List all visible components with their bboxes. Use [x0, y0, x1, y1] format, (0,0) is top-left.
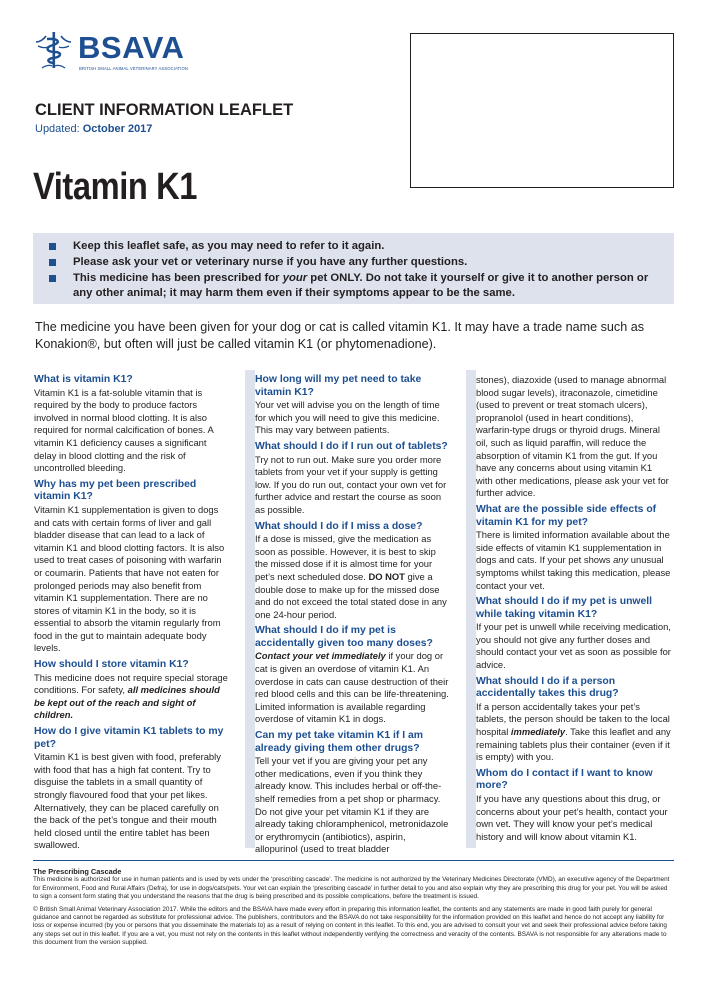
section-body: Vitamin K1 is a fat-soluble vitamin that is required by the body to produce factors involved in normal blood clotting. It is also required for normal calcification of bones. A vitamin K1 deficiency causes a significant delay in blood clotting and the risk of uncontrolled bleeding.: [34, 386, 214, 474]
updated-line: [35, 123, 152, 135]
notice-item: [49, 271, 666, 301]
section-heading: What should I do if my pet is accidentally given too many doses?: [255, 625, 433, 649]
rod-of-asclepius-icon: [34, 30, 74, 70]
section-heading: What should I do if I run out of tablets?: [255, 440, 448, 452]
section-body: Try not to run out. Make sure you order more tablets from your vet if your supply is getting low. If you do run out, contact your own vet for further advice and restart the course as soon as possible.: [255, 453, 447, 515]
safety-notice-box: [33, 233, 674, 304]
column-1: [34, 374, 229, 856]
section-body: [255, 650, 450, 726]
section-body: Vitamin K1 supplementation is given to dogs and cats with certain forms of liver and gall bladder disease that can lead to a lack of vitamin K1 and blood clotting factors. It is also used to treat cases of poisoning with warfarin or coumarin. Patients that have not eaten for prolonged periods may also benefit from vitamin K1 supplementation. There are no stores of vitamin K1 in the body, so it is essential to absorb the vitamin regularly from food in the gut to maintain adequate body levels.: [34, 503, 225, 654]
section-heading: How should I store vitamin K1?: [34, 659, 189, 671]
footer-divider: [33, 860, 674, 861]
cascade-text: This medicine is authorized for use in human patients and is used by vets under the ‘prescribing cascade’. The medicine is not authorized by the Veterinary Medicines Directorate (VMD), an executive agency of the Department for Environment, Food and Rural Affairs (Defra), for use in dogs/cats/pets. Your vet can explain the ‘prescribing cascade’ in further detail to you and also explain why they are prescribing this drug for your pet. You will be asked to sign a consent form stating that you understand the reasons that the drug is being prescribed and its possible complications, before the treatment is issued.: [33, 876, 670, 901]
square-bullet-icon: [49, 259, 56, 266]
section-heading: What is vitamin K1?: [34, 374, 133, 385]
footer: [33, 868, 674, 952]
section-body-continued: stones), diazoxide (used to manage abnormal blood sugar levels), itraconazole, cimetidine (used to prevent or treat stomach ulcers), propranolol (used in heart conditions), warfarin-type drugs or thyroid drugs. Mineral oil, such as liquid paraffin, will reduce the absorption of vitamin K1 from the gut. If you have any concerns about using vitamin K1 with other medications, please ask your vet for further advice.: [476, 374, 669, 499]
column-2: [255, 374, 450, 860]
body-emphasis: Contact your vet immediately: [255, 650, 386, 662]
section-heading: Why has my pet been prescribed vitamin K1?: [34, 478, 197, 503]
section-body: Tell your vet if you are giving your pet any other medications, even if you think they already know. This includes herbal or off-the-shelf remedies from a pet shop or pharmacy. Do not give your pet vitamin K1 if they are already taking chloramphenicol, metronidazole or erythromycin (antibiotics), aspirin, allopurinol (used to treat bladder: [255, 755, 449, 855]
section-heading: Can my pet take vitamin K1 if I am already giving them other drugs?: [255, 730, 424, 754]
section-body: If your pet is unwell while receiving medication, you should not give any further doses and should contact your vet as soon as possible for advice.: [476, 621, 671, 671]
notice-emphasis: your: [282, 272, 308, 284]
intro-paragraph: The medicine you have been given for your dog or cat is called vitamin K1. It may have a trade name such as Konakion®, but often will just be called vitamin K1 (or phytomenadione).: [35, 320, 645, 351]
section-body: [255, 533, 450, 621]
body-text: If a person accidentally takes your pet’s tablets, the person should be taken to the local hospital: [476, 700, 670, 738]
section-heading: How do I give vitamin K1 tablets to my pet?: [34, 726, 224, 750]
square-bullet-icon: [49, 243, 56, 250]
bsava-logo: [34, 30, 204, 76]
section-heading: What are the possible side effects of vitamin K1 for my pet?: [476, 503, 657, 528]
column-divider: [245, 370, 255, 848]
section-heading: Whom do I contact if I want to know more?: [476, 767, 653, 792]
section-body: [476, 701, 671, 764]
updated-label: Updated:: [35, 123, 80, 135]
section-body: If you have any questions about this drug, or concerns about your pet’s health, contact your own vet. They will know your pet’s medical history and will know about vitamin K1.: [476, 793, 668, 842]
section-heading: What should I do if a person accidentally takes this drug?: [476, 675, 619, 700]
body-text: . Take this leaflet and any remaining tablets plus their container (even if it is empty) with you.: [476, 726, 671, 763]
notice-text: [73, 271, 658, 301]
notice-text: Keep this leaflet safe, as you may need to refer to it again.: [73, 240, 385, 252]
body-emphasis: immediately: [510, 726, 566, 738]
notice-item: [49, 255, 666, 270]
body-text: if your dog or cat is given an overdose of vitamin K1. An overdose in cats can cause destruction of their red blood cells and this can be life-threatening. Limited information is available regarding overdose of vitamin K1 in dogs.: [255, 650, 449, 725]
section-body: Your vet will advise you on the length of time for which you will need to give this medicine. This may vary between patients.: [255, 399, 440, 436]
notice-text-part: pet ONLY. Do not take it yourself or give it to another person or any other animal; it may harm them even if their symptoms appear to be the same.: [73, 272, 649, 299]
body-text: unusual symptoms whilst taking this medication, please contact your vet.: [476, 554, 671, 591]
section-body: [476, 529, 671, 592]
notice-item: [49, 239, 666, 254]
column-3: [476, 374, 671, 847]
body-emphasis: DO NOT: [368, 570, 405, 582]
body-emphasis: any: [613, 554, 629, 566]
updated-date: October 2017: [82, 123, 153, 135]
section-heading: What should I do if I miss a dose?: [255, 520, 423, 532]
square-bullet-icon: [49, 275, 56, 282]
section-heading: What should I do if my pet is unwell while taking vitamin K1?: [476, 596, 653, 620]
cascade-title: The Prescribing Cascade: [33, 867, 122, 876]
body-emphasis: all medicines should be kept out of the reach and sight of children.: [34, 684, 220, 721]
body-text: There is limited information available about the side effects of vitamin K1 supplementation in dogs and cats. If your pet shows: [476, 529, 670, 566]
copyright-text: © British Small Animal Veterinary Association 2017. While the editors and the BSAVA have made every effort in preparing this information leaflet, the contents and any statements are made in good faith purely for general guidance and cannot be regarded as substitute for professional advice. The publishers, contributors and the BSAVA do not take responsibility for the information provided on this leaflet and hence do not accept any liability for loss or expense incurred (by you or persons that you disseminate the materials to) as a result of relying on content in this leaflet. To this end, you are advised to consult your vet and seek their professional advice before taking any steps set out in this leaflet. If you are a vet, you must not rely on the contents in this leaflet without independently verifying the correctness and veracity of the contents. BSAVA is not responsible for any alterations made to this document from the version supplied.: [33, 905, 667, 947]
section-heading: How long will my pet need to take vitamin K1?: [255, 374, 422, 398]
body-text: give a double dose to make up for the missed dose and do not exceed the total stated dose in any one 24-hour period.: [255, 570, 447, 620]
section-body: [34, 672, 229, 722]
section-body: Vitamin K1 is best given with food, preferably with food that has a high fat content. Try to disguise the tablets in a small quantity of strongly flavoured food that your pet likes. Alternatively, they can be placed carefully on the back of the pet’s tongue and their mouth held closed until the entire tablet has been swallowed.: [34, 751, 221, 851]
notice-text: Please ask your vet or veterinary nurse if you have any further questions.: [73, 256, 468, 268]
leaflet-type-heading: CLIENT INFORMATION LEAFLET: [35, 101, 294, 119]
notice-text-part: This medicine has been prescribed for: [73, 272, 283, 284]
body-text: If a dose is missed, give the medication as soon as possible. However, it is best to skip the missed dose if it is almost time for your pet’s next scheduled dose.: [255, 533, 436, 582]
dispensing-label-box: [410, 33, 674, 188]
brand-name: BSAVA: [78, 30, 185, 65]
page-title: Vitamin K1: [33, 166, 198, 208]
brand-tagline: BRITISH SMALL ANIMAL VETERINARY ASSOCIATION: [79, 66, 188, 71]
body-text: This medicine does not require special storage conditions. For safety,: [34, 671, 228, 696]
column-divider: [466, 370, 476, 848]
